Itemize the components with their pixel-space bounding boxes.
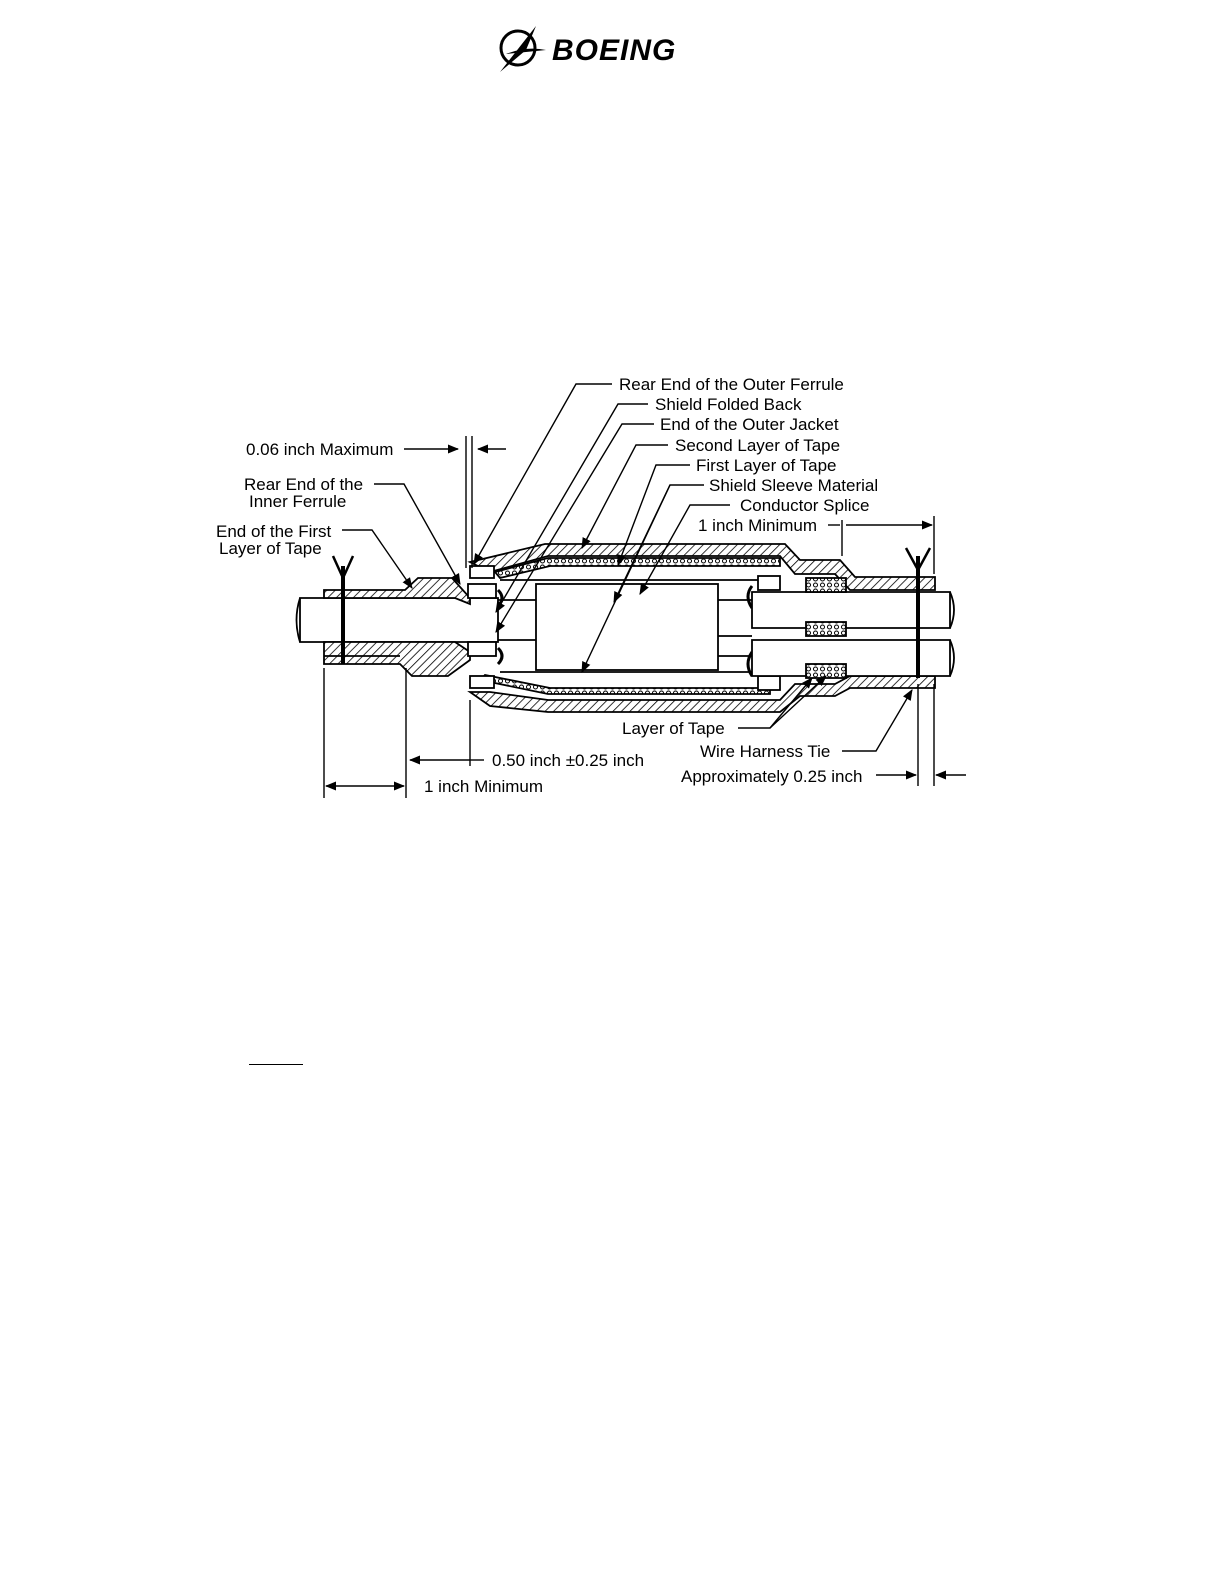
callout-inner-ferrule-2: Inner Ferrule [249, 492, 347, 511]
cable-assembly [297, 544, 955, 712]
callout-layer-of-tape: Layer of Tape [622, 719, 725, 738]
callout-inner-ferrule-1: Rear End of the [244, 475, 364, 494]
callout-wire-harness-tie: Wire Harness Tie [700, 742, 831, 761]
callout-outer-jacket: End of the Outer Jacket [660, 415, 839, 434]
callout-first-tape: First Layer of Tape [696, 456, 837, 475]
callout-outer-ferrule: Rear End of the Outer Ferrule [619, 375, 844, 394]
callout-shield-folded: Shield Folded Back [655, 395, 802, 414]
callout-max-gap: 0.06 inch Maximum [246, 440, 394, 459]
callout-first-tape-end-1: End of the First [216, 522, 332, 541]
callout-first-tape-end-2: Layer of Tape [219, 539, 322, 558]
dimension-left-min: 1 inch Minimum [424, 777, 544, 796]
section-underline [249, 1064, 303, 1065]
brand-wordmark: BOEING [552, 34, 677, 67]
dimension-right-min: 1 inch Minimum [698, 516, 818, 535]
dimension-approx: Approximately 0.25 inch [681, 767, 863, 786]
callout-second-tape: Second Layer of Tape [675, 436, 841, 455]
dimension-center-tol: 0.50 inch ±0.25 inch [492, 751, 645, 770]
callout-conductor-splice: Conductor Splice [740, 496, 870, 515]
callout-shield-sleeve: Shield Sleeve Material [709, 476, 879, 495]
